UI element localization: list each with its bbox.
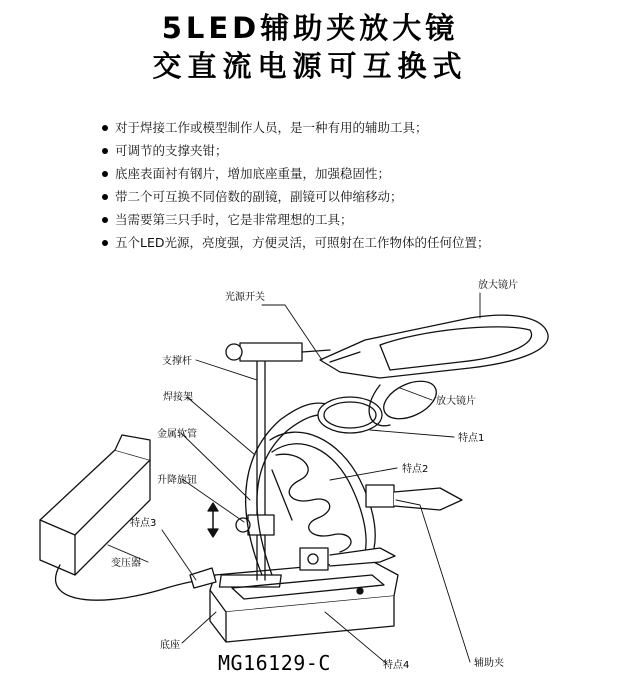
feature-text: 对于焊接工作或模型制作人员，是一种有用的辅助工具； <box>115 120 428 135</box>
label-feature2: 特点2 <box>402 464 429 475</box>
label-magnifier-small: 放大镜片 <box>436 396 476 407</box>
transformer-unit <box>40 435 216 600</box>
feature-text: 底座表面衬有钢片，增加底座重量，加强稳固性； <box>115 166 391 181</box>
label-feature4: 特点4 <box>383 660 410 671</box>
lift-arrow-icon <box>208 503 218 537</box>
label-solder-holder: 焊接架 <box>163 392 193 403</box>
feature-text: 五个LED光源，亮度强，方便灵活，可照射在工作物体的任何位置； <box>115 235 490 250</box>
feature-text: 带二个可互换不同倍数的副镜，副镜可以伸缩移动； <box>115 189 403 204</box>
label-metal-hose: 金属软管 <box>157 429 197 440</box>
label-magnifier-top: 放大镜片 <box>478 280 518 291</box>
label-light-switch: 光源开关 <box>225 292 265 303</box>
small-magnifier <box>318 397 382 433</box>
base-unit <box>210 561 398 642</box>
label-feature1: 特点1 <box>458 433 485 444</box>
label-support-rod: 支撑杆 <box>162 356 192 367</box>
label-aux-clip: 辅助夹 <box>474 658 504 669</box>
support-rod <box>226 343 330 580</box>
solder-holder <box>270 432 375 562</box>
label-base: 底座 <box>160 640 180 651</box>
model-number: MG16129-C <box>218 651 331 675</box>
feature-text: 可调节的支撑夹钳； <box>115 143 228 158</box>
title-line-2: 交直流电源可互换式 <box>152 49 468 83</box>
title-line-1: 5LED辅助夹放大镜 <box>161 11 459 45</box>
label-transformer: 变压器 <box>111 558 141 569</box>
label-feature3: 特点3 <box>130 518 157 529</box>
aux-clip <box>300 485 462 570</box>
feature-text: 当需要第三只手时，它是非常理想的工具； <box>115 212 353 227</box>
label-lift-knob: 升降旋钮 <box>157 475 197 486</box>
